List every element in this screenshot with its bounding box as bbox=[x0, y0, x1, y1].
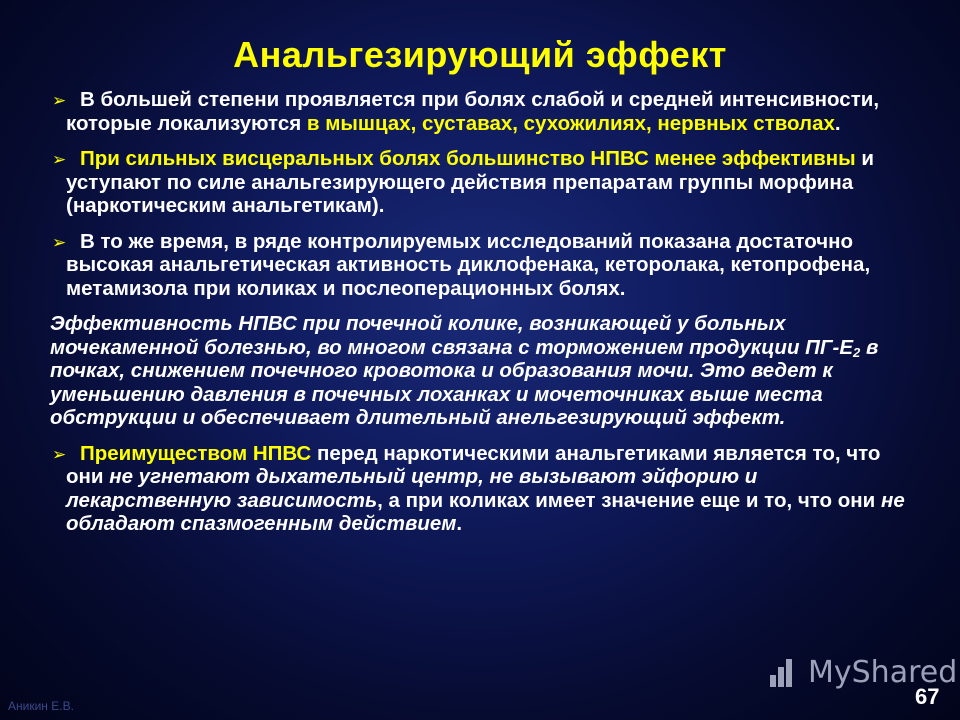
bullet-4-end: . bbox=[456, 512, 463, 535]
bullet-4-italic-1: не угнетают дыхательный центр, не вызывают эйфорию и лекарственную зависимость bbox=[66, 465, 758, 512]
bullet-item-4 bbox=[50, 442, 910, 536]
bullet-1-highlight: в мышцах, суставах, сухожилиях, нервных стволах bbox=[306, 111, 835, 135]
paragraph-text-2: в почках, снижением почечного кровотока и образования мочи. Это ведет к уменьшению давления в почечных лоханках и мочеточниках выше места обструкции и обеспечивает длительный анельгезирующий эффект. bbox=[50, 335, 879, 429]
arrow-bullet-icon: ➢ bbox=[52, 444, 67, 464]
bullet-4-italic-2: не обладают спазмогенным действием bbox=[66, 488, 905, 535]
italic-paragraph bbox=[50, 312, 910, 430]
slide-content bbox=[50, 88, 910, 548]
page-number: 67 bbox=[915, 684, 940, 709]
bullet-4-highlight: Преимуществом НПВС bbox=[80, 441, 312, 465]
bar-chart-icon bbox=[770, 659, 800, 687]
subscript-2: 2 bbox=[853, 344, 861, 360]
bullet-4-text-1: перед наркотическими анальгетиками является то, что они bbox=[66, 441, 881, 488]
bullet-2-text: и уступают по силе анальгезирующего действия препаратам группы морфина (наркотическим анальгетикам). bbox=[66, 147, 874, 217]
bullet-4-text-2: , а при коликах имеет значение еще и то, что они bbox=[377, 488, 881, 512]
bullet-1-end: . bbox=[834, 111, 841, 135]
bullet-item-1 bbox=[50, 88, 910, 135]
watermark-text: MyShared bbox=[808, 655, 958, 690]
bullet-1-text: В большей степени проявляется при болях слабой и средней интенсивности, которые локализуются bbox=[66, 88, 880, 135]
arrow-bullet-icon: ➢ bbox=[52, 91, 67, 110]
bullet-item-3 bbox=[50, 230, 910, 301]
arrow-bullet-icon: ➢ bbox=[52, 232, 67, 252]
paragraph-text-1: Эффективность НПВС при почечной колике, возникающей у больных мочекаменной болезнью, во многом связана с торможением продукции ПГ-Е bbox=[50, 312, 854, 359]
arrow-bullet-icon: ➢ bbox=[52, 150, 67, 169]
slide-title: Анальгезирующий эффект bbox=[233, 34, 727, 75]
bullet-item-2 bbox=[50, 147, 910, 218]
bullet-2-highlight: При сильных висцеральных болях большинство НПВС менее эффективны bbox=[80, 147, 856, 170]
bullet-3-text: В то же время, в ряде контролируемых исследований показана достаточно высокая анальгетическая активность диклофенака, кеторолака, кетопрофена, метамизола при коликах и послеоперационных болях. bbox=[66, 229, 871, 300]
author-label: Аникин Е.В. bbox=[8, 699, 74, 713]
